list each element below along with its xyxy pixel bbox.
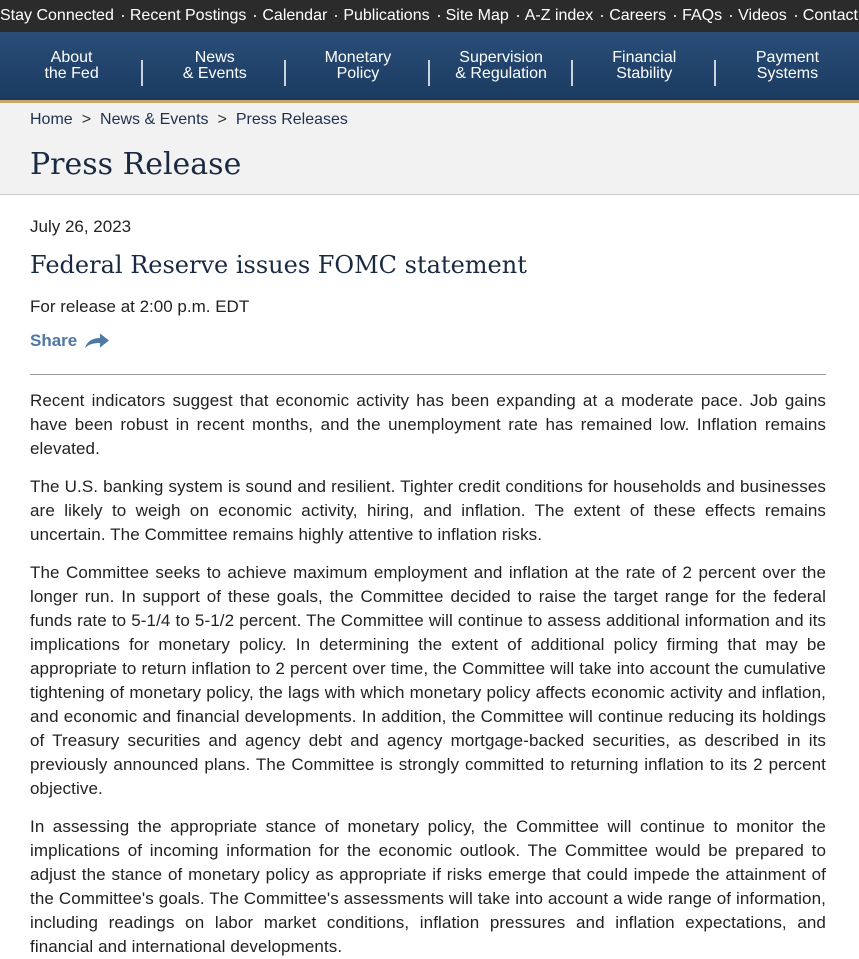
release-time: For release at 2:00 p.m. EDT: [30, 297, 250, 316]
share-label: Share: [30, 331, 78, 350]
breadcrumb-separator: >: [217, 111, 227, 128]
utility-link-recent-postings[interactable]: Recent Postings: [114, 7, 247, 25]
nav-news-events[interactable]: News & Events: [143, 32, 286, 100]
breadcrumb: [30, 111, 348, 129]
article: [0, 217, 859, 959]
article-headline: Federal Reserve issues FOMC statement: [30, 251, 527, 279]
utility-link-a-z-index[interactable]: A-Z index: [509, 7, 593, 25]
nav-payment-systems[interactable]: Payment Systems: [755, 49, 820, 82]
article-date: July 26, 2023: [30, 217, 132, 236]
page-title: Press Release: [30, 147, 242, 182]
utility-link-careers[interactable]: Careers: [593, 7, 666, 25]
utility-link-calendar[interactable]: Calendar: [246, 7, 327, 25]
utility-link-videos[interactable]: Videos: [722, 7, 787, 25]
nav-monetary-policy[interactable]: Monetary Policy: [286, 32, 429, 100]
breadcrumb-home[interactable]: Home: [30, 111, 73, 128]
utility-link-contact[interactable]: Contact: [787, 7, 858, 25]
nav-financial-stability[interactable]: Financial Stability: [573, 32, 716, 100]
utility-link-stay-connected[interactable]: Stay Connected: [0, 7, 114, 24]
article-body: [30, 389, 826, 959]
nav-about-the-fed[interactable]: About the Fed: [0, 32, 143, 100]
page-header: [0, 103, 859, 195]
article-paragraph: The Committee seeks to achieve maximum employment and inflation at the rate of 2 percent over the longer run. In support of these goals, the Committee decided to raise the target range for the federal funds rate to 5-1/4 to 5-1/2 percent. The Committee will continue to assess additional information and its implications for monetary policy. In determining the extent of additional policy firming that may be appropriate to return inflation to 2 percent over time, the Committee will take into account the cumulative tightening of monetary policy, the lags with which monetary policy affects economic activity and inflation, and economic and financial developments. In addition, the Committee will continue reducing its holdings of Treasury securities and agency debt and agency mortgage-backed securities, as described in its previously announced plans. The Committee is strongly committed to returning inflation to its 2 percent objective.: [30, 563, 826, 798]
utility-link-site-map[interactable]: Site Map: [430, 7, 509, 25]
nav-supervision-regulation[interactable]: Supervision & Regulation: [430, 32, 573, 100]
article-paragraph: The U.S. banking system is sound and resilient. Tighter credit conditions for households and businesses are likely to weigh on economic activity, hiring, and inflation. The extent of these effects remains uncertain. The Committee remains highly attentive to inflation risks.: [30, 477, 826, 544]
article-paragraph: In assessing the appropriate stance of monetary policy, the Committee will continue to monitor the implications of incoming information for the economic outlook. The Committee would be prepared to adjust the stance of monetary policy as appropriate if risks emerge that could impede the attainment of the Committee's goals. The Committee's assessments will take into account a wide range of information, including readings on labor market conditions, inflation pressures and inflation expectations, and financial and international developments.: [30, 817, 826, 956]
utility-bar: [0, 0, 859, 32]
breadcrumb-separator: >: [81, 111, 92, 128]
breadcrumb-press-releases[interactable]: Press Releases: [235, 111, 348, 128]
share-arrow-icon: [83, 332, 111, 350]
breadcrumb-news-events[interactable]: News & Events: [100, 111, 209, 128]
divider: [30, 374, 826, 375]
main-nav: [0, 32, 859, 103]
share-button[interactable]: [30, 331, 826, 351]
utility-link-publications[interactable]: Publications: [327, 7, 429, 25]
utility-link-faqs[interactable]: FAQs: [666, 7, 722, 25]
article-paragraph: Recent indicators suggest that economic activity has been expanding at a moderate pace. Job gains have been robust in recent months, and the unemployment rate has remained low. Inflation remains elevated.: [30, 391, 826, 458]
